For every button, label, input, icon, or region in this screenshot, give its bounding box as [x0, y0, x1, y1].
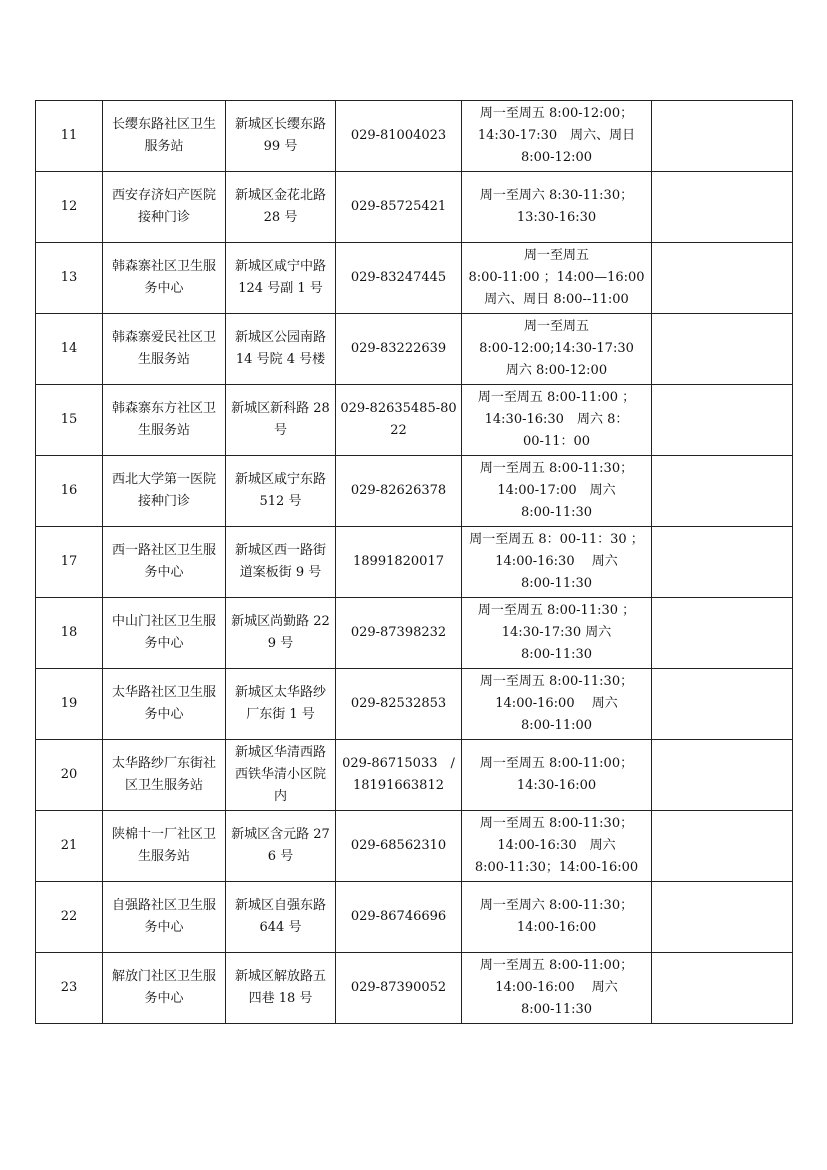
- row-number: 19: [36, 669, 103, 740]
- clinic-address: 新城区咸宁东路 512 号: [226, 456, 336, 527]
- clinic-note: [652, 527, 793, 598]
- clinic-address: 新城区太华路纱厂东街 1 号: [226, 669, 336, 740]
- clinic-hours: 周一至周五 8:00-11:30； 14:00-17:00 周六 8:00-11:30: [462, 456, 652, 527]
- row-number: 21: [36, 811, 103, 882]
- clinic-note: [652, 243, 793, 314]
- clinic-address: 新城区公园南路 14 号院 4 号楼: [226, 314, 336, 385]
- clinic-name: 太华路纱厂东街社区卫生服务站: [103, 740, 226, 811]
- clinic-phone: 18991820017: [336, 527, 462, 598]
- clinic-address: 新城区西一路街道案板街 9 号: [226, 527, 336, 598]
- clinic-note: [652, 882, 793, 953]
- clinic-address: 新城区华清西路西铁华清小区院内: [226, 740, 336, 811]
- table-row: [36, 314, 793, 385]
- table-row: [36, 811, 793, 882]
- row-number: 12: [36, 172, 103, 243]
- table-row: [36, 243, 793, 314]
- clinic-name: 西一路社区卫生服务中心: [103, 527, 226, 598]
- clinic-phone: 029-83222639: [336, 314, 462, 385]
- clinic-phone: 029-82635485-8022: [336, 385, 462, 456]
- table-row: [36, 101, 793, 172]
- row-number: 14: [36, 314, 103, 385]
- clinic-address: 新城区自强东路 644 号: [226, 882, 336, 953]
- clinic-table-body: [36, 101, 793, 1024]
- clinic-name: 中山门社区卫生服务中心: [103, 598, 226, 669]
- clinic-phone: 029-81004023: [336, 101, 462, 172]
- clinic-hours: 周一至周六 8:30-11:30； 13:30-16:30: [462, 172, 652, 243]
- clinic-hours: 周一至周五 8:00-11:30； 14:00-16:00 周六 8:00-11:00: [462, 669, 652, 740]
- clinic-phone: 029-87390052: [336, 953, 462, 1024]
- table-row: [36, 385, 793, 456]
- clinic-address: 新城区尚勤路 229 号: [226, 598, 336, 669]
- table-row: [36, 598, 793, 669]
- clinic-note: [652, 314, 793, 385]
- clinic-note: [652, 811, 793, 882]
- clinic-name: 西北大学第一医院接种门诊: [103, 456, 226, 527]
- clinic-note: [652, 385, 793, 456]
- clinic-address: 新城区含元路 276 号: [226, 811, 336, 882]
- clinic-name: 韩森寨东方社区卫生服务站: [103, 385, 226, 456]
- row-number: 18: [36, 598, 103, 669]
- clinic-note: [652, 101, 793, 172]
- clinic-hours: 周一至周五 8:00-11:30 ； 14:30-17:30 周六 8:00-11:30: [462, 598, 652, 669]
- clinic-address: 新城区长缨东路 99 号: [226, 101, 336, 172]
- clinic-hours: 周一至周五 8:00-11:00； 14:00-16:00 周六 8:00-11:30: [462, 953, 652, 1024]
- clinic-note: [652, 172, 793, 243]
- row-number: 23: [36, 953, 103, 1024]
- row-number: 20: [36, 740, 103, 811]
- clinic-note: [652, 740, 793, 811]
- row-number: 16: [36, 456, 103, 527]
- clinic-note: [652, 669, 793, 740]
- clinic-note: [652, 598, 793, 669]
- clinic-note: [652, 953, 793, 1024]
- clinic-phone: 029-83247445: [336, 243, 462, 314]
- table-row: [36, 527, 793, 598]
- clinic-hours: 周一至周五 8:00-12:00;14:30-17:30 周六 8:00-12:00: [462, 314, 652, 385]
- row-number: 22: [36, 882, 103, 953]
- clinic-name: 韩森寨社区卫生服务中心: [103, 243, 226, 314]
- clinic-hours: 周一至周五 8:00-11:00 ； 14:30-16:30 周六 8： 00-11：00: [462, 385, 652, 456]
- clinic-hours: 周一至周五 8:00-11:00； 14:30-16:00: [462, 740, 652, 811]
- row-number: 15: [36, 385, 103, 456]
- table-row: [36, 456, 793, 527]
- clinic-phone: 029-86715033 / 18191663812: [336, 740, 462, 811]
- table-row: [36, 882, 793, 953]
- clinic-phone: 029-86746696: [336, 882, 462, 953]
- clinic-phone: 029-85725421: [336, 172, 462, 243]
- clinic-name: 西安存济妇产医院接种门诊: [103, 172, 226, 243]
- clinic-table: [35, 100, 793, 1024]
- clinic-name: 长缨东路社区卫生服务站: [103, 101, 226, 172]
- clinic-hours: 周一至周五 8:00-11:30； 14:00-16:30 周六 8:00-11:30；14:00-16:00: [462, 811, 652, 882]
- row-number: 11: [36, 101, 103, 172]
- clinic-address: 新城区新科路 28 号: [226, 385, 336, 456]
- clinic-hours: 周一至周五 8:00-11:00 ；14:00—16:00 周六、周日 8:00--11:00: [462, 243, 652, 314]
- clinic-hours: 周一至周六 8:00-11:30； 14:00-16:00: [462, 882, 652, 953]
- clinic-name: 自强路社区卫生服务中心: [103, 882, 226, 953]
- clinic-phone: 029-68562310: [336, 811, 462, 882]
- clinic-hours: 周一至周五 8:00-12:00； 14:30-17:30 周六、周日 8:00-12:00: [462, 101, 652, 172]
- table-row: [36, 953, 793, 1024]
- clinic-address: 新城区咸宁中路 124 号副 1 号: [226, 243, 336, 314]
- clinic-address: 新城区金花北路 28 号: [226, 172, 336, 243]
- table-row: [36, 669, 793, 740]
- table-row: [36, 172, 793, 243]
- clinic-phone: 029-82626378: [336, 456, 462, 527]
- row-number: 17: [36, 527, 103, 598]
- clinic-phone: 029-82532853: [336, 669, 462, 740]
- table-row: [36, 740, 793, 811]
- clinic-name: 解放门社区卫生服务中心: [103, 953, 226, 1024]
- clinic-phone: 029-87398232: [336, 598, 462, 669]
- clinic-name: 韩森寨爱民社区卫生服务站: [103, 314, 226, 385]
- clinic-hours: 周一至周五 8：00-11：30 ； 14:00-16:30 周六 8:00-11:30: [462, 527, 652, 598]
- clinic-note: [652, 456, 793, 527]
- clinic-name: 陕棉十一厂社区卫生服务站: [103, 811, 226, 882]
- clinic-name: 太华路社区卫生服务中心: [103, 669, 226, 740]
- row-number: 13: [36, 243, 103, 314]
- clinic-address: 新城区解放路五四巷 18 号: [226, 953, 336, 1024]
